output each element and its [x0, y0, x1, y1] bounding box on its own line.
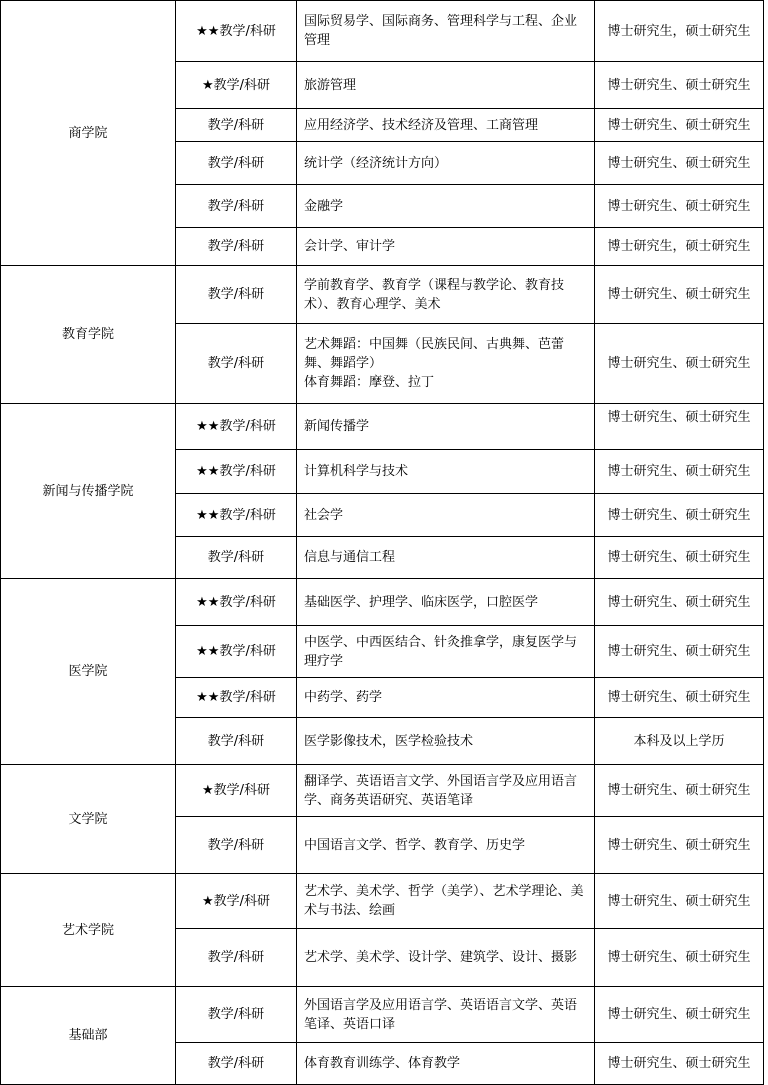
position-type: ★★教学/科研 [176, 1, 297, 62]
position-type: 教学/科研 [176, 266, 297, 324]
major-text: 统计学（经济统计方向） [297, 142, 595, 185]
degree-requirement: 博士研究生、硕士研究生 [595, 929, 764, 987]
major-text: 学前教育学、教育学（课程与教学论、教育技术）、教育心理学、美术 [297, 266, 595, 324]
table-row [1, 1, 764, 62]
degree-requirement: 博士研究生、硕士研究生 [595, 678, 764, 718]
college-name: 艺术学院 [1, 874, 176, 987]
degree-requirement: 博士研究生、硕士研究生 [595, 1043, 764, 1085]
major-text: 外国语言学及应用语言学、英语语言文学、英语笔译、英语口译 [297, 987, 595, 1043]
table-row [1, 987, 764, 1043]
major-text: 新闻传播学 [297, 404, 595, 450]
degree-requirement: 博士研究生、硕士研究生 [595, 109, 764, 142]
position-type: ★★教学/科研 [176, 579, 297, 626]
major-text: 体育教育训练学、体育教学 [297, 1043, 595, 1085]
degree-requirement: 博士研究生、硕士研究生 [595, 324, 764, 404]
degree-requirement: 博士研究生、硕士研究生 [595, 874, 764, 929]
major-text: 旅游管理 [297, 62, 595, 109]
major-text: 金融学 [297, 185, 595, 228]
major-text: 中国语言文学、哲学、教育学、历史学 [297, 817, 595, 874]
major-text: 中医学、中西医结合、针灸推拿学，康复医学与理疗学 [297, 626, 595, 678]
major-text: 国际贸易学、国际商务、管理科学与工程、企业管理 [297, 1, 595, 62]
major-text: 艺术学、美术学、设计学、建筑学、设计、摄影 [297, 929, 595, 987]
major-text: 应用经济学、技术经济及管理、工商管理 [297, 109, 595, 142]
degree-requirement: 博士研究生、硕士研究生 [595, 494, 764, 537]
position-type: ★教学/科研 [176, 62, 297, 109]
position-type: 教学/科研 [176, 324, 297, 404]
degree-requirement: 博士研究生、硕士研究生 [595, 266, 764, 324]
degree-requirement: 博士研究生、硕士研究生 [595, 62, 764, 109]
major-text: 信息与通信工程 [297, 537, 595, 579]
major-text: 计算机科学与技术 [297, 450, 595, 494]
position-type: 教学/科研 [176, 109, 297, 142]
position-type: 教学/科研 [176, 718, 297, 765]
degree-requirement: 博士研究生、硕士研究生 [595, 579, 764, 626]
degree-requirement: 博士研究生、硕士研究生 [595, 450, 764, 494]
position-type: 教学/科研 [176, 817, 297, 874]
position-type: 教学/科研 [176, 987, 297, 1043]
position-type: 教学/科研 [176, 1043, 297, 1085]
position-type: ★教学/科研 [176, 765, 297, 817]
position-type: 教学/科研 [176, 537, 297, 579]
position-type: 教学/科研 [176, 185, 297, 228]
college-name: 商学院 [1, 1, 176, 266]
major-line: 体育舞蹈：摩登、拉丁 [304, 375, 435, 390]
position-type: ★★教学/科研 [176, 678, 297, 718]
college-name: 教育学院 [1, 266, 176, 404]
degree-requirement: 博士研究生、硕士研究生 [595, 404, 764, 450]
table-row [1, 404, 764, 450]
position-type: ★★教学/科研 [176, 626, 297, 678]
major-text: 中药学、药学 [297, 678, 595, 718]
degree-requirement: 博士研究生、硕士研究生 [595, 537, 764, 579]
degree-requirement: 博士研究生，硕士研究生 [595, 228, 764, 266]
degree-requirement: 博士研究生、硕士研究生 [595, 987, 764, 1043]
major-text: 基础医学、护理学、临床医学，口腔医学 [297, 579, 595, 626]
table-row [1, 874, 764, 929]
major-text [297, 324, 595, 404]
degree-requirement: 本科及以上学历 [595, 718, 764, 765]
major-text: 翻译学、英语语言文学、外国语言学及应用语言学、商务英语研究、英语笔译 [297, 765, 595, 817]
major-line: 艺术舞蹈：中国舞（民族民间、古典舞、芭蕾舞、舞蹈学） [304, 337, 565, 371]
position-type: ★★教学/科研 [176, 404, 297, 450]
table-row [1, 579, 764, 626]
major-text: 会计学、审计学 [297, 228, 595, 266]
college-name: 基础部 [1, 987, 176, 1085]
major-text: 社会学 [297, 494, 595, 537]
position-type: 教学/科研 [176, 929, 297, 987]
degree-requirement: 博士研究生、硕士研究生 [595, 626, 764, 678]
position-type: 教学/科研 [176, 142, 297, 185]
college-name: 文学院 [1, 765, 176, 874]
position-type: ★★教学/科研 [176, 450, 297, 494]
position-type: ★教学/科研 [176, 874, 297, 929]
table-row [1, 765, 764, 817]
major-text: 艺术学、美术学、哲学（美学）、艺术学理论、美术与书法、绘画 [297, 874, 595, 929]
position-type: 教学/科研 [176, 228, 297, 266]
degree-requirement: 博士研究生，硕士研究生 [595, 1, 764, 62]
table-row [1, 266, 764, 324]
major-text: 医学影像技术，医学检验技术 [297, 718, 595, 765]
degree-requirement: 博士研究生、硕士研究生 [595, 765, 764, 817]
degree-requirement: 博士研究生、硕士研究生 [595, 185, 764, 228]
college-name: 新闻与传播学院 [1, 404, 176, 579]
degree-requirement: 博士研究生、硕士研究生 [595, 817, 764, 874]
degree-requirement: 博士研究生、硕士研究生 [595, 142, 764, 185]
college-name: 医学院 [1, 579, 176, 765]
position-type: ★★教学/科研 [176, 494, 297, 537]
